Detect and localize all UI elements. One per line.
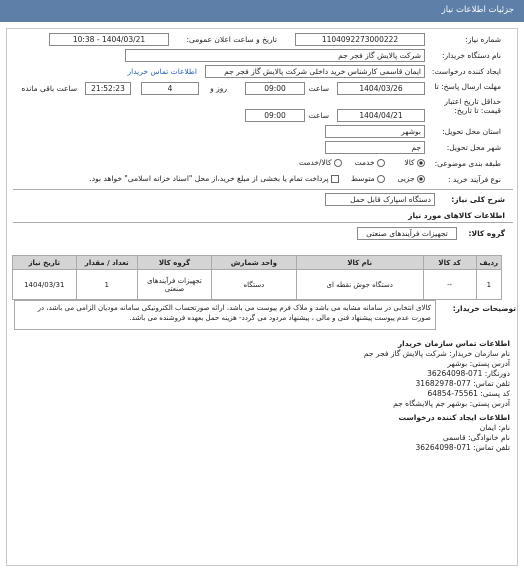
city-label: شهر محل تحویل:: [446, 143, 501, 152]
process-option-medium[interactable]: متوسط: [351, 174, 385, 183]
remaining-label: ساعت باقی مانده: [21, 84, 77, 93]
radio-icon: [377, 159, 385, 167]
buyer-field: شرکت پالایش گاز فجر جم: [125, 49, 425, 62]
radio-selected-icon: [417, 159, 425, 167]
contact-line: آدرس پستی: بوشهر: [447, 359, 510, 368]
checkbox-icon: [331, 175, 339, 183]
province-field: بوشهر: [325, 125, 425, 138]
page-header: [0, 0, 524, 22]
contact-line: دورنگار: 071-36264098: [427, 369, 510, 378]
table-cell: تجهیزات فرآیندهای صنعتی: [137, 270, 211, 300]
validity-time-label: ساعت: [308, 111, 329, 120]
contact-line: نام سازمان خریدار: شرکت پالایش گاز فجر جم: [363, 349, 510, 358]
goods-section-title: اطلاعات کالاهای مورد نیاز: [408, 211, 505, 220]
radio-icon: [334, 159, 342, 167]
contact-line: تلفن تماس: 077-31682978: [415, 379, 510, 388]
table-cell: --: [423, 270, 476, 300]
treasury-payment-option[interactable]: پرداخت تمام یا بخشی از مبلغ خرید،از محل "اسناد خزانه اسلامی" خواهد بود.: [89, 174, 339, 183]
reply-date-field: 1404/03/26: [337, 82, 425, 95]
reply-time-field: 09:00: [245, 82, 305, 95]
days-left-field: 4: [141, 82, 199, 95]
table-cell: 1: [476, 270, 501, 300]
column-header: گروه کالا: [137, 256, 211, 270]
page-title: جزئیات اطلاعات نیاز: [441, 5, 514, 15]
reply-deadline-label: مهلت ارسال پاسخ: تا: [434, 82, 501, 91]
radio-icon: [377, 175, 385, 183]
table-row[interactable]: [13, 270, 502, 300]
category-option-both[interactable]: کالا/خدمت: [299, 158, 342, 167]
table-cell: 1: [76, 270, 137, 300]
creator-info-line: نام خانوادگی: قاسمی: [442, 433, 510, 442]
validity-label: حداقل تاریخ اعتبار قیمت: تا تاریخ:: [444, 97, 501, 115]
column-header: نام کالا: [296, 256, 423, 270]
category-option-goods[interactable]: کالا: [404, 158, 425, 167]
buyer-contact-link[interactable]: اطلاعات تماس خریدار: [127, 67, 197, 76]
contact-line: آدرس پستی: بوشهر جم پالایشگاه جم: [393, 399, 510, 408]
need-number-label: شماره نیاز:: [465, 35, 501, 44]
creator-label: ایجاد کننده درخواست:: [431, 67, 501, 76]
contact-line: کد پستی: 75561-64854: [427, 389, 510, 398]
creator-field: ایمان قاسمی کارشناس خرید داخلی شرکت پالایش گاز فجر جم: [205, 65, 425, 78]
announce-label: تاریخ و ساعت اعلان عمومی:: [186, 35, 277, 44]
remaining-time-field: 21:52:23: [85, 82, 131, 95]
creator-info-line: نام: ایمان: [479, 423, 510, 432]
divider: [13, 222, 513, 223]
table-cell: دستگاه: [212, 270, 297, 300]
column-header: کد کالا: [423, 256, 476, 270]
reply-time-label: ساعت: [308, 84, 329, 93]
goods-table: [12, 255, 502, 300]
table-cell: 1404/03/31: [13, 270, 77, 300]
goods-group-field: تجهیزات فرآیندهای صنعتی: [357, 227, 457, 240]
creator-info-line: تلفن تماس: 071-36264098: [415, 443, 510, 452]
validity-date-field: 1404/04/21: [337, 109, 425, 122]
announce-field: 1404/03/21 - 10:38: [49, 33, 169, 46]
summary-field: دستگاه اسپارک قابل حمل: [325, 193, 435, 206]
city-field: جم: [325, 141, 425, 154]
buyer-label: نام دستگاه خریدار:: [441, 51, 501, 60]
goods-group-label: گروه کالا:: [468, 229, 505, 238]
column-header: تاریخ نیاز: [13, 256, 77, 270]
need-number-field: 1104092273000222: [295, 33, 425, 46]
creator-info-title: اطلاعات ایجاد کننده درخواست: [398, 413, 510, 422]
process-label: نوع فرآیند خرید :: [447, 175, 501, 184]
buyer-notes-field: کالای انتخابی در سامانه مشابه می باشد و ملاک فرم پیوست می باشد، ارائه صورتحساب الکترونیکی سامانه مودیان الزامی می باشد، در صورت عدم پیوست پیشنهاد فنی و مالی ، پیشنهاد مردود می گردد- هزینه حمل بعهده فروشنده می باشد.: [14, 300, 436, 330]
buyer-notes-label: توضیحات خریدار:: [452, 304, 516, 313]
validity-time-field: 09:00: [245, 109, 305, 122]
contact-title: اطلاعات تماس سازمان خریدار: [397, 339, 510, 348]
divider: [13, 189, 513, 190]
category-label: طبقه بندی موضوعی:: [434, 159, 501, 168]
radio-selected-icon: [417, 175, 425, 183]
column-header: تعداد / مقدار: [76, 256, 137, 270]
days-label: روز و: [210, 84, 227, 93]
process-option-minor[interactable]: جزیی: [397, 174, 425, 183]
summary-label: شرح کلی نیاز:: [451, 195, 505, 204]
province-label: استان محل تحویل:: [442, 127, 501, 136]
column-header: واحد شمارش: [212, 256, 297, 270]
table-header-row: [13, 256, 502, 270]
category-option-service[interactable]: خدمت: [355, 158, 385, 167]
table-cell: دستگاه جوش نقطه ای: [296, 270, 423, 300]
column-header: ردیف: [476, 256, 501, 270]
contact-section: [14, 338, 510, 453]
